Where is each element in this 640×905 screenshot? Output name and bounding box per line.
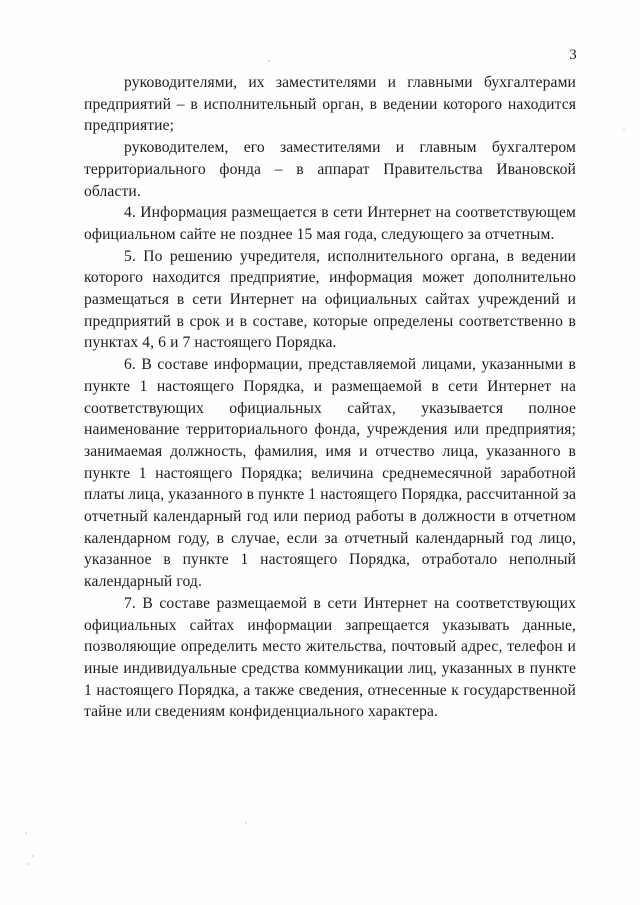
paragraph-item-4: 4. Информация размещается в сети Интернет на соответствующем официальном сайте не позднее 15 мая года, следующего за отчетным.	[84, 204, 576, 243]
scan-speck	[32, 855, 34, 857]
page-number: 3	[569, 47, 577, 63]
scan-speck	[268, 60, 270, 62]
paragraph-item-7: 7. В составе размещаемой в сети Интернет на соответствующих официальных сайтах информации запрещается указывать данные, позволяющие определить место жительства, почтовый адрес, телефон и иные индивидуальные средства коммуникации лиц, указанных в пункте 1 настоящего Порядка, а также сведения, отнесенные к государственной тайне или сведениям конфиденциального характера.	[84, 594, 576, 721]
scan-speck	[25, 832, 27, 834]
paragraph-item-6: 6. В составе информации, представляемой лицами, указанными в пункте 1 настоящего Порядка, и размещаемой в сети Интернет на соответствующих официальных сайтах, указывается полное наименование территориального фонда, учреждения или предприятия; занимаемая должность, фамилия, имя и отчество лица, указанного в пункте 1 настоящего Порядка; величина среднемесячной заработной платы лица, указанного в пункте 1 настоящего Порядка, рассчитанной за отчетный календарный год или период работы в должности в отчетном календарном году, в случае, если за отчетный календарный год лицо, указанное в пункте 1 настоящего Порядка, отработало неполный календарный год.	[84, 356, 576, 591]
paragraph-continuation-fund-head: руководителем, его заместителями и главным бухгалтером территориального фонда – в аппарат Правительства Ивановской области.	[84, 139, 576, 200]
scan-speck	[623, 129, 625, 131]
document-body	[84, 72, 576, 723]
scan-speck	[245, 822, 247, 824]
paragraph-item-5: 5. По решению учредителя, исполнительного органа, в ведении которого находится предприятие, информация может дополнительно размещаться в сети Интернет на официальных сайтах учреждений и предприятий в срок и в составе, которые определены соответственно в пунктах 4, 6 и 7 настоящего Порядка.	[84, 247, 576, 352]
scan-speck	[28, 863, 30, 865]
paragraph-continuation-managers: руководителями, их заместителями и главными бухгалтерами предприятий – в исполнительный орган, в ведении которого находится предприятие;	[84, 74, 576, 135]
